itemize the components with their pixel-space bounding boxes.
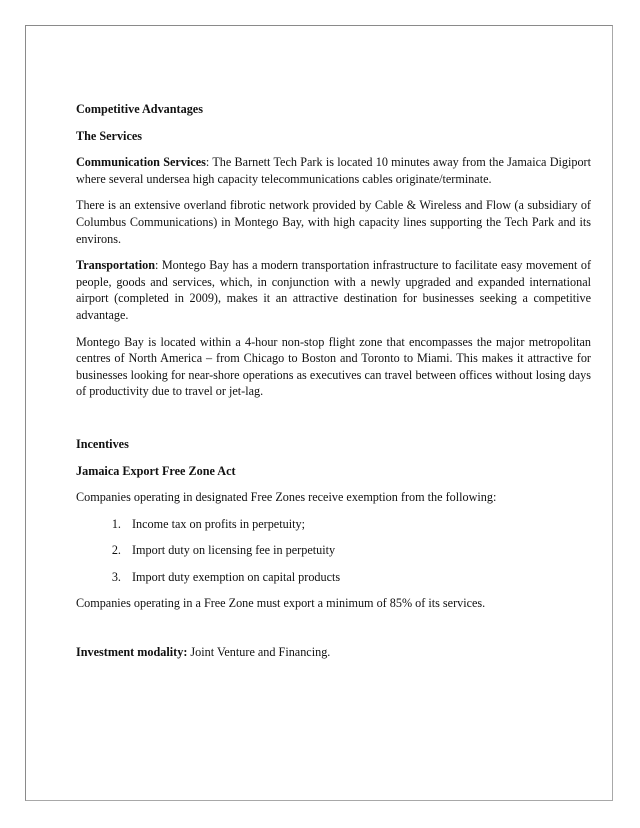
list-item: 2. Import duty on licensing fee in perpetuity bbox=[124, 542, 591, 559]
text-investment-modality: Joint Venture and Financing. bbox=[187, 645, 331, 660]
heading-free-zone-act: Jamaica Export Free Zone Act bbox=[76, 463, 236, 478]
paragraph-communication-services bbox=[76, 154, 591, 187]
list-item: 1. Income tax on profits in perpetuity; bbox=[124, 516, 591, 533]
paragraph-export-requirement: Companies operating in a Free Zone must export a minimum of 85% of its services. bbox=[76, 596, 486, 611]
list-item: 3. Import duty exemption on capital products bbox=[124, 569, 591, 586]
paragraph-investment-modality bbox=[76, 644, 591, 661]
paragraph-flight-zone: Montego Bay is located within a 4-hour non-stop flight zone that encompasses the major metropolitan centres of North America – from Chicago to Boston and Toronto to Miami. This makes it attractive for businesses looking for near-shore operations as executives can travel between offices without losing days of productivity due to travel or jet-lag. bbox=[76, 334, 591, 399]
text-communication-services: : The Barnett Tech Park is located 10 minutes away from the Jamaica Digiport where several undersea high capacity telecommunications cables originate/terminate. bbox=[76, 155, 591, 186]
heading-competitive-advantages: Competitive Advantages bbox=[76, 102, 203, 116]
heading-incentives: Incentives bbox=[76, 436, 129, 451]
paragraph-exemption-intro: Companies operating in designated Free Zones receive exemption from the following: bbox=[76, 490, 497, 505]
document-content bbox=[76, 101, 591, 671]
paragraph-fibre-network: There is an extensive overland fibrotic network provided by Cable & Wireless and Flow (a subsidiary of Columbus Communications) in Montego Bay, with high capacity lines supporting the Tech Park and its environs. bbox=[76, 198, 591, 246]
spacer bbox=[76, 410, 591, 436]
label-investment-modality: Investment modality: bbox=[76, 645, 188, 660]
heading-the-services: The Services bbox=[76, 128, 143, 143]
text-transportation: : Montego Bay has a modern transportation infrastructure to facilitate easy movement of people, goods and services, which, in conjunction with a newly upgraded and expanded international airport (completed in 2009), makes it an attractive destination for businesses seeking a competitive advantage. bbox=[76, 258, 591, 322]
label-communication-services: Communication Services bbox=[76, 155, 206, 170]
document-page bbox=[25, 25, 613, 801]
label-transportation: Transportation bbox=[76, 258, 155, 273]
paragraph-transportation bbox=[76, 257, 591, 323]
spacer bbox=[76, 622, 591, 644]
exemption-list bbox=[76, 516, 591, 586]
